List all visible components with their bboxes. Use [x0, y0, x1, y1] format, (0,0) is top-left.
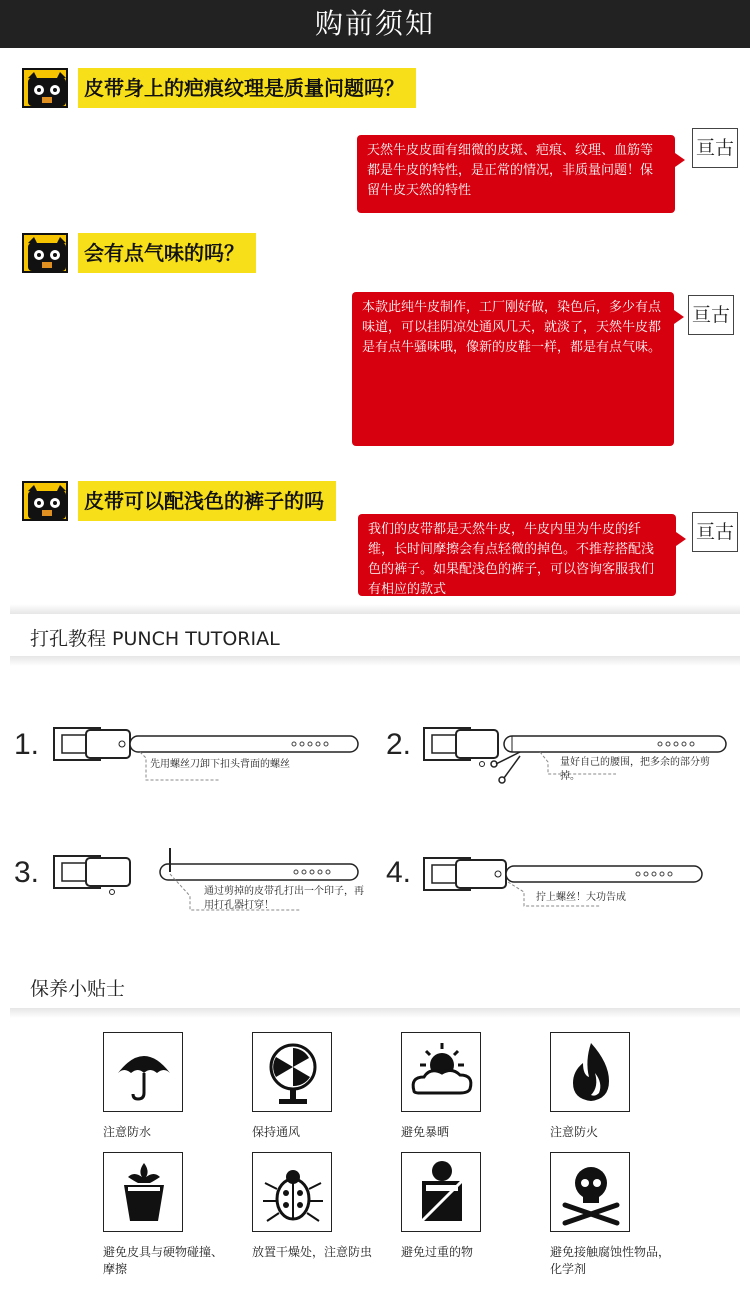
divider	[10, 604, 740, 614]
sun-icon	[401, 1032, 481, 1112]
divider	[10, 1008, 740, 1018]
care-title: 保养小贴士	[30, 978, 126, 1000]
cat-mascot-icon	[22, 233, 68, 273]
care-tip-label: 注意防水	[103, 1125, 152, 1139]
step-number: 4.	[386, 856, 412, 889]
faq-question-text: 皮带身上的疤痕纹理是质量问题吗？	[78, 68, 416, 108]
tutorial-title: 打孔教程 PUNCH TUTORIAL	[30, 628, 280, 650]
care-tip	[401, 1032, 541, 1141]
faq-answer-bubble-2	[352, 292, 674, 446]
seller-avatar: 亘古	[692, 128, 738, 168]
divider	[10, 656, 740, 666]
skull-icon	[550, 1152, 630, 1232]
page-header	[0, 0, 750, 48]
faq-question-text: 会有点气味的吗？	[78, 233, 256, 273]
care-tip-label: 避免暴晒	[401, 1125, 450, 1139]
cat-mascot-icon	[22, 68, 68, 108]
care-tip-label: 避免接触腐蚀性物品，化学剂	[550, 1245, 671, 1276]
faq-question-3	[22, 481, 336, 521]
bug-icon	[252, 1152, 332, 1232]
faq-answer-text: 天然牛皮皮面有细微的皮斑、疤痕、纹理、血筋等都是牛皮的特性，是正常的情况，非质量问题！保留牛皮天然的特性	[367, 143, 654, 198]
care-tip-label: 避免过重的物	[401, 1245, 474, 1259]
fan-icon	[252, 1032, 332, 1112]
cat-mascot-icon	[22, 481, 68, 521]
belt-diagram-step-4	[420, 846, 732, 916]
faq-question-1	[22, 68, 416, 108]
belt-diagram-step-1	[50, 722, 362, 792]
faq-answer-bubble-1	[357, 135, 675, 213]
faq-question-text: 皮带可以配浅色的裤子的吗	[78, 481, 336, 521]
care-tip	[103, 1032, 243, 1141]
care-tip-label: 注意防火	[550, 1125, 599, 1139]
seller-avatar: 亘古	[692, 512, 738, 552]
care-tip	[252, 1032, 392, 1141]
faq-question-2	[22, 233, 256, 273]
step-number: 3.	[14, 856, 40, 889]
step-note: 拧上螺丝！大功告成	[536, 892, 626, 903]
seller-avatar: 亘古	[688, 295, 734, 335]
step-note: 通过剪掉的皮带孔打出一个印子，再用打孔器打穿！	[204, 886, 364, 911]
care-tip	[103, 1152, 243, 1278]
care-tip	[401, 1152, 541, 1261]
step-note: 量好自己的腰围，把多余的部分剪掉。	[560, 757, 710, 782]
care-tip-label: 避免皮具与硬物碰撞、摩擦	[103, 1245, 224, 1276]
umbrella-icon	[103, 1032, 183, 1112]
step-number: 2.	[386, 728, 412, 761]
faq-answer-text: 本款此纯牛皮制作，工厂刚好做，染色后，多少有点味道，可以挂阴凉处通风几天，就淡了，天然牛皮都是有点牛骚味哦，像新的皮鞋一样，都是有点气味。	[362, 300, 662, 355]
flame-icon	[550, 1032, 630, 1112]
faq-answer-text: 我们的皮带都是天然牛皮，牛皮内里为牛皮的纤维，长时间摩擦会有点轻微的掉色。不推荐搭配浅色的裤子。如果配浅色的裤子，可以咨询客服我们有相应的款式	[368, 522, 655, 597]
care-tip	[550, 1032, 690, 1141]
faq-answer-bubble-3	[358, 514, 676, 596]
care-tip	[252, 1152, 392, 1261]
step-number: 1.	[14, 728, 40, 761]
heavy-load-icon	[401, 1152, 481, 1232]
care-tip-label: 放置干燥处，注意防虫	[252, 1245, 373, 1259]
care-tip	[550, 1152, 690, 1278]
step-note: 先用螺丝刀卸下扣头背面的螺丝	[150, 759, 290, 770]
care-tip-label: 保持通风	[252, 1125, 301, 1139]
page-title: 购前须知	[314, 7, 435, 40]
fragile-icon	[103, 1152, 183, 1232]
